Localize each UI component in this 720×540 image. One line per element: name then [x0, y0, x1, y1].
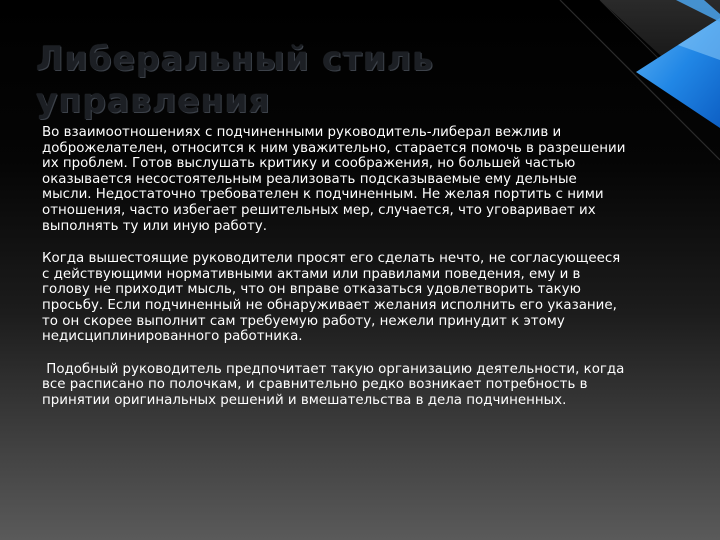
paragraph: Подобный руководитель предпочитает такую организацию деятельности, когда все расписано по полочкам, и сравнительно редко возникает потребность в принятии оригинальных решений и вмешательства в дела подчиненных. — [42, 361, 629, 408]
paragraph: Когда вышестоящие руководители просят его сделать нечто, не согласующееся с действующими нормативными актами или правилами поведения, ему и в голову не приходит мысль, что он вправе отказаться удовлетворить такую просьбу. Если подчиненный не обнаруживает желания исполнить его указание, то он скорее выполнит сам требуемую работу, нежели принудит к этому недисциплинированного работника. — [42, 251, 621, 345]
title-line: Либеральный стиль — [36, 39, 434, 78]
slide-title — [36, 38, 556, 122]
paragraph: Во взаимоотношениях с подчиненными руководитель-либерал вежлив и доброжелателен, относится к ним уважительно, старается помочь в разрешении их проблем. Готов выслушать критику и соображения, но большей частью оказывается несостоятельным реализовать подсказываемые ему дельные мысли. Недостаточно требователен к подчиненным. Не желая портить с ними отношения, часто избегает решительных мер, случается, что уговаривает их выполнять ту или иную работу. — [42, 125, 626, 234]
title-line: управления — [36, 81, 271, 120]
slide-body — [42, 125, 627, 426]
